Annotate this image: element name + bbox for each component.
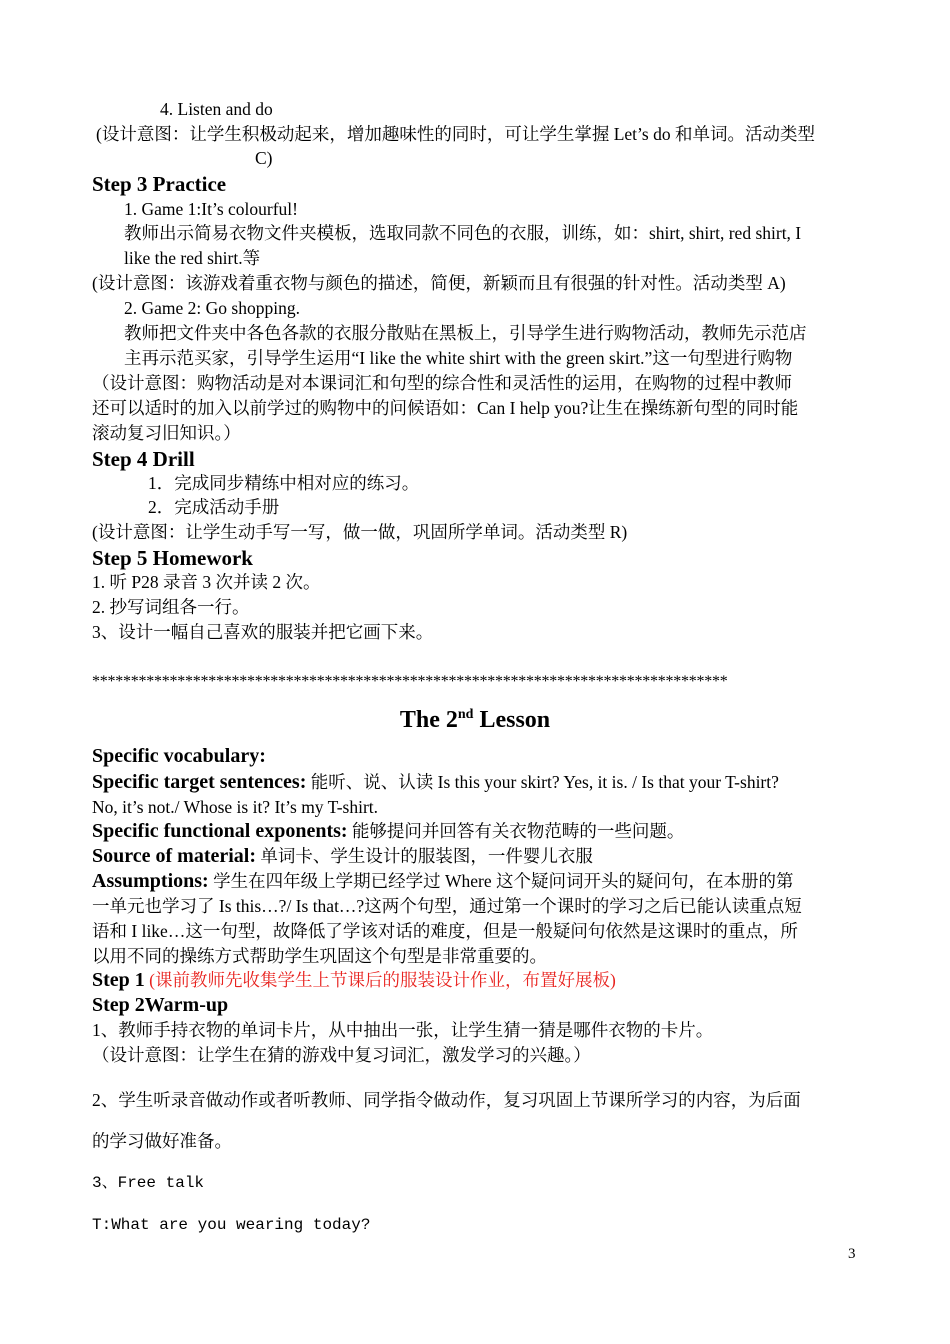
source-of-material: Source of material: 单词卡、学生设计的服装图，一件婴儿衣服 <box>92 845 593 867</box>
design-intent-text: C) <box>255 148 273 168</box>
design-intent-text: (设计意图：让学生积极动起来，增加趣味性的同时，可让学生掌握 Let’s do 和单词。活动类型 <box>96 124 815 144</box>
specific-target-sentences-cont: No, it’s not./ Whose is it? It’s my T-shirt. <box>92 797 379 817</box>
step4-item: 2．完成活动手册 <box>148 497 280 517</box>
page-number: 3 <box>848 1246 856 1262</box>
specific-functional-exponents: Specific functional exponents: 能够提问并回答有关衣物范畴的一些问题。 <box>92 820 685 842</box>
assumptions-text: 语和 I like…这一句型，故降低了学该对话的难度，但是一般疑问句依然是这课时的重点，所 <box>92 921 798 941</box>
warmup-item: 3、Free talk <box>92 1174 205 1192</box>
design-intent-text: (设计意图：该游戏着重衣物与颜色的描述，简便，新颖而且有很强的针对性。活动类型 A) <box>92 273 786 293</box>
warmup-item: 的学习做好准备。 <box>92 1131 232 1151</box>
design-intent-text: （设计意图：购物活动是对本课词汇和句型的综合性和灵活性的运用，在购物的过程中教师 <box>92 373 792 393</box>
step1-line: Step 1 (课前教师先收集学生上节课后的服装设计作业，布置好展板) <box>92 969 616 991</box>
step2-heading: Step 2Warm-up <box>92 994 229 1016</box>
homework-item: 3、设计一幅自己喜欢的服装并把它画下来。 <box>92 622 434 642</box>
game2-description: 教师把文件夹中各色各款的衣服分散贴在黑板上，引导学生进行购物活动，教师先示范店 <box>124 323 807 343</box>
game2-title: 2. Game 2: Go shopping. <box>124 298 300 318</box>
specific-target-sentences: Specific target sentences: 能听、说、认读 Is this your skirt? Yes, it is. / Is that your T-shirt? <box>92 771 779 793</box>
step3-heading: Step 3 Practice <box>92 172 227 196</box>
lesson-title: The 2nd Lesson <box>399 707 551 733</box>
game1-description: like the red shirt.等 <box>124 248 261 268</box>
homework-item: 1. 听 P28 录音 3 次并读 2 次。 <box>92 572 321 592</box>
homework-item: 2. 抄写词组各一行。 <box>92 597 250 617</box>
assumptions: Assumptions: 学生在四年级上学期已经学过 Where 这个疑问词开头的疑问句，在本册的第 <box>92 870 794 892</box>
design-intent-text: 滚动复习旧知识。） <box>92 423 241 443</box>
assumptions-text: 一单元也学习了 Is this…?/ Is that…?这两个句型，通过第一个课时的学习之后已能认读重点短 <box>92 896 802 916</box>
warmup-item: 2、学生听录音做动作或者听教师、同学指令做动作，复习巩固上节课所学习的内容，为后面 <box>92 1090 801 1110</box>
listen-and-do-item: 4. Listen and do <box>160 99 273 119</box>
design-intent-text: (设计意图：让学生动手写一写，做一做，巩固所学单词。活动类型 R) <box>92 522 628 542</box>
warmup-item: 1、教师手持衣物的单词卡片，从中抽出一张，让学生猜一猜是哪件衣物的卡片。 <box>92 1020 714 1040</box>
section-divider: ********************************************************************************** <box>92 673 728 690</box>
dialog-line: T:What are you wearing today? <box>92 1216 371 1234</box>
step4-item: 1．完成同步精练中相对应的练习。 <box>148 473 420 493</box>
assumptions-text: 以用不同的操练方式帮助学生巩固这个句型是非常重要的。 <box>92 946 547 966</box>
design-intent-text: 还可以适时的加入以前学过的购物中的问候语如：Can I help you?让生在操练新句型的同时能 <box>92 398 799 418</box>
specific-vocabulary-label: Specific vocabulary: <box>92 745 266 767</box>
game2-description: 主再示范买家，引导学生运用“I like the white shirt with the green skirt.”这一句型进行购物 <box>124 348 793 368</box>
step5-heading: Step 5 Homework <box>92 546 253 570</box>
game1-description: 教师出示简易衣物文件夹模板，选取同款不同色的衣服，训练，如：shirt, shirt, red shirt, I <box>124 223 802 243</box>
design-intent-text: （设计意图：让学生在猜的游戏中复习词汇，激发学习的兴趣。） <box>92 1045 591 1065</box>
game1-title: 1. Game 1:It’s colourful! <box>124 199 298 219</box>
step4-heading: Step 4 Drill <box>92 447 195 471</box>
